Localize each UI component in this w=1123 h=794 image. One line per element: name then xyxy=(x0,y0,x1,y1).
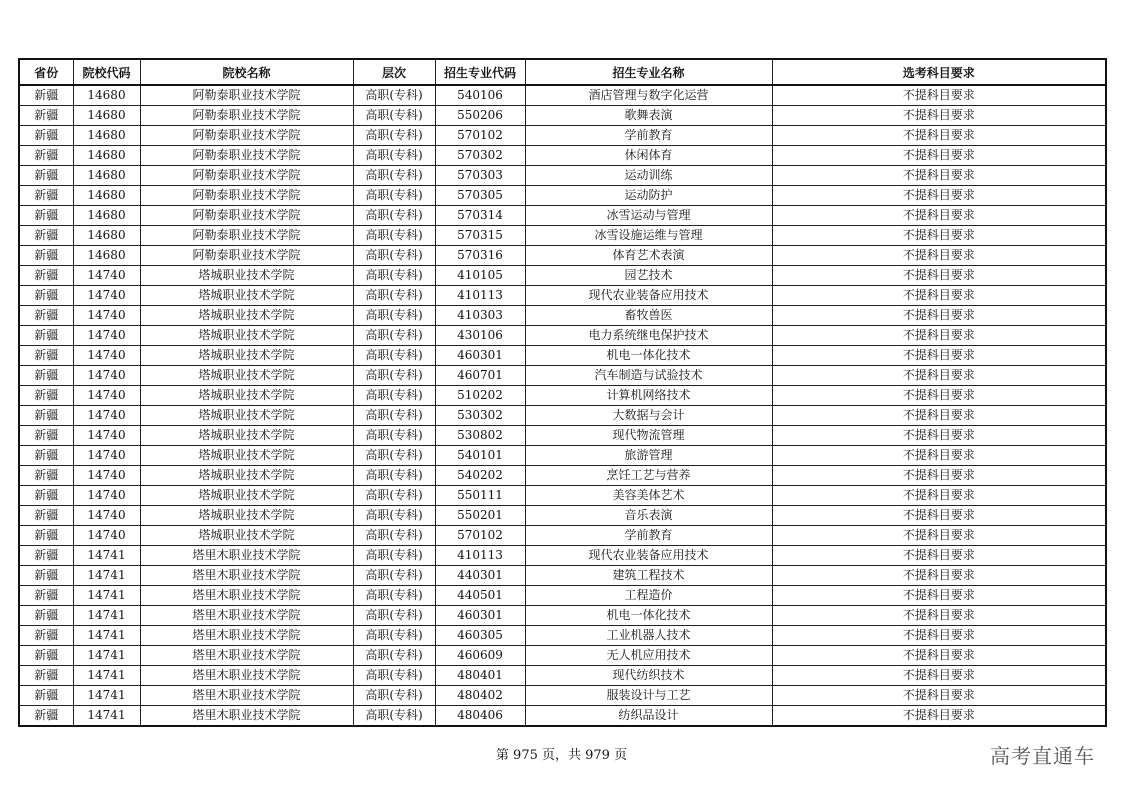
cell-subject-requirement: 不提科目要求 xyxy=(772,126,1106,146)
cell-province: 新疆 xyxy=(19,386,73,406)
cell-school-name: 塔城职业技术学院 xyxy=(140,466,353,486)
cell-major-code: 460305 xyxy=(435,626,525,646)
cell-school-code: 14740 xyxy=(73,466,140,486)
cell-province: 新疆 xyxy=(19,506,73,526)
cell-major-code: 540202 xyxy=(435,466,525,486)
cell-level: 高职(专科) xyxy=(353,366,435,386)
header-school-code: 院校代码 xyxy=(73,59,140,85)
table-row xyxy=(19,506,1106,526)
table-row xyxy=(19,426,1106,446)
cell-school-name: 塔城职业技术学院 xyxy=(140,326,353,346)
cell-level: 高职(专科) xyxy=(353,406,435,426)
cell-level: 高职(专科) xyxy=(353,326,435,346)
cell-subject-requirement: 不提科目要求 xyxy=(772,526,1106,546)
cell-major-name: 体育艺术表演 xyxy=(525,246,772,266)
header-school-name: 院校名称 xyxy=(140,59,353,85)
header-subject-requirement: 选考科目要求 xyxy=(772,59,1106,85)
cell-province: 新疆 xyxy=(19,666,73,686)
cell-major-code: 570102 xyxy=(435,126,525,146)
cell-major-name: 学前教育 xyxy=(525,126,772,146)
cell-school-code: 14740 xyxy=(73,526,140,546)
table-row xyxy=(19,366,1106,386)
cell-school-name: 塔城职业技术学院 xyxy=(140,306,353,326)
cell-major-code: 430106 xyxy=(435,326,525,346)
cell-province: 新疆 xyxy=(19,246,73,266)
cell-school-name: 阿勒泰职业技术学院 xyxy=(140,166,353,186)
cell-school-name: 塔城职业技术学院 xyxy=(140,406,353,426)
cell-major-name: 冰雪设施运维与管理 xyxy=(525,226,772,246)
cell-province: 新疆 xyxy=(19,166,73,186)
cell-major-name: 无人机应用技术 xyxy=(525,646,772,666)
cell-school-code: 14680 xyxy=(73,206,140,226)
cell-major-code: 460701 xyxy=(435,366,525,386)
cell-school-code: 14741 xyxy=(73,566,140,586)
table-row xyxy=(19,646,1106,666)
cell-major-code: 480401 xyxy=(435,666,525,686)
cell-subject-requirement: 不提科目要求 xyxy=(772,406,1106,426)
cell-level: 高职(专科) xyxy=(353,146,435,166)
cell-school-name: 塔里木职业技术学院 xyxy=(140,586,353,606)
cell-major-name: 畜牧兽医 xyxy=(525,306,772,326)
cell-subject-requirement: 不提科目要求 xyxy=(772,506,1106,526)
cell-level: 高职(专科) xyxy=(353,526,435,546)
cell-school-name: 阿勒泰职业技术学院 xyxy=(140,246,353,266)
cell-level: 高职(专科) xyxy=(353,506,435,526)
cell-level: 高职(专科) xyxy=(353,246,435,266)
cell-school-name: 塔里木职业技术学院 xyxy=(140,706,353,727)
cell-major-name: 现代纺织技术 xyxy=(525,666,772,686)
cell-school-code: 14740 xyxy=(73,346,140,366)
cell-school-name: 塔城职业技术学院 xyxy=(140,426,353,446)
table-row xyxy=(19,226,1106,246)
cell-major-code: 570302 xyxy=(435,146,525,166)
cell-province: 新疆 xyxy=(19,85,73,106)
table-row xyxy=(19,126,1106,146)
cell-major-name: 美容美体艺术 xyxy=(525,486,772,506)
cell-level: 高职(专科) xyxy=(353,446,435,466)
cell-province: 新疆 xyxy=(19,486,73,506)
cell-major-code: 570303 xyxy=(435,166,525,186)
table-row xyxy=(19,306,1106,326)
cell-major-name: 运动防护 xyxy=(525,186,772,206)
cell-major-code: 440501 xyxy=(435,586,525,606)
header-province: 省份 xyxy=(19,59,73,85)
cell-major-name: 纺织品设计 xyxy=(525,706,772,727)
cell-province: 新疆 xyxy=(19,626,73,646)
cell-province: 新疆 xyxy=(19,566,73,586)
cell-school-code: 14740 xyxy=(73,386,140,406)
cell-major-code: 410113 xyxy=(435,546,525,566)
cell-level: 高职(专科) xyxy=(353,346,435,366)
cell-major-code: 410113 xyxy=(435,286,525,306)
cell-school-code: 14741 xyxy=(73,626,140,646)
cell-level: 高职(专科) xyxy=(353,466,435,486)
cell-school-code: 14741 xyxy=(73,546,140,566)
table-row xyxy=(19,446,1106,466)
cell-level: 高职(专科) xyxy=(353,686,435,706)
cell-province: 新疆 xyxy=(19,706,73,727)
cell-province: 新疆 xyxy=(19,126,73,146)
cell-major-name: 建筑工程技术 xyxy=(525,566,772,586)
table-row xyxy=(19,586,1106,606)
cell-province: 新疆 xyxy=(19,146,73,166)
watermark-logo-text: 高考直通车 xyxy=(990,744,1095,768)
cell-province: 新疆 xyxy=(19,286,73,306)
cell-major-code: 480406 xyxy=(435,706,525,727)
cell-school-code: 14741 xyxy=(73,606,140,626)
table-row xyxy=(19,466,1106,486)
cell-subject-requirement: 不提科目要求 xyxy=(772,486,1106,506)
cell-province: 新疆 xyxy=(19,206,73,226)
cell-subject-requirement: 不提科目要求 xyxy=(772,366,1106,386)
cell-subject-requirement: 不提科目要求 xyxy=(772,686,1106,706)
cell-level: 高职(专科) xyxy=(353,566,435,586)
cell-major-code: 480402 xyxy=(435,686,525,706)
table-header-row xyxy=(19,59,1106,85)
table-row xyxy=(19,286,1106,306)
cell-province: 新疆 xyxy=(19,606,73,626)
cell-school-name: 阿勒泰职业技术学院 xyxy=(140,85,353,106)
cell-school-name: 阿勒泰职业技术学院 xyxy=(140,106,353,126)
cell-subject-requirement: 不提科目要求 xyxy=(772,426,1106,446)
cell-major-name: 工业机器人技术 xyxy=(525,626,772,646)
cell-school-name: 塔城职业技术学院 xyxy=(140,446,353,466)
cell-major-code: 410105 xyxy=(435,266,525,286)
cell-subject-requirement: 不提科目要求 xyxy=(772,706,1106,727)
header-major-name: 招生专业名称 xyxy=(525,59,772,85)
cell-school-code: 14741 xyxy=(73,586,140,606)
cell-province: 新疆 xyxy=(19,466,73,486)
table-row xyxy=(19,526,1106,546)
table-row xyxy=(19,406,1106,426)
cell-school-name: 阿勒泰职业技术学院 xyxy=(140,146,353,166)
cell-level: 高职(专科) xyxy=(353,286,435,306)
cell-level: 高职(专科) xyxy=(353,386,435,406)
cell-school-name: 塔里木职业技术学院 xyxy=(140,646,353,666)
cell-school-code: 14680 xyxy=(73,186,140,206)
cell-level: 高职(专科) xyxy=(353,546,435,566)
table-row xyxy=(19,85,1106,106)
cell-major-name: 机电一体化技术 xyxy=(525,346,772,366)
cell-subject-requirement: 不提科目要求 xyxy=(772,326,1106,346)
cell-school-code: 14741 xyxy=(73,686,140,706)
cell-province: 新疆 xyxy=(19,226,73,246)
cell-major-code: 530302 xyxy=(435,406,525,426)
header-level: 层次 xyxy=(353,59,435,85)
cell-subject-requirement: 不提科目要求 xyxy=(772,446,1106,466)
cell-major-name: 学前教育 xyxy=(525,526,772,546)
cell-school-name: 塔城职业技术学院 xyxy=(140,386,353,406)
cell-school-code: 14740 xyxy=(73,426,140,446)
cell-subject-requirement: 不提科目要求 xyxy=(772,566,1106,586)
table-row xyxy=(19,566,1106,586)
table-row xyxy=(19,386,1106,406)
cell-subject-requirement: 不提科目要求 xyxy=(772,106,1106,126)
cell-major-code: 570305 xyxy=(435,186,525,206)
cell-subject-requirement: 不提科目要求 xyxy=(772,266,1106,286)
table-row xyxy=(19,246,1106,266)
cell-major-name: 服装设计与工艺 xyxy=(525,686,772,706)
table-row xyxy=(19,186,1106,206)
cell-major-name: 电力系统继电保护技术 xyxy=(525,326,772,346)
cell-school-name: 塔里木职业技术学院 xyxy=(140,606,353,626)
cell-major-name: 机电一体化技术 xyxy=(525,606,772,626)
table-row xyxy=(19,166,1106,186)
cell-school-name: 阿勒泰职业技术学院 xyxy=(140,226,353,246)
cell-major-name: 大数据与会计 xyxy=(525,406,772,426)
cell-school-code: 14740 xyxy=(73,406,140,426)
cell-school-code: 14680 xyxy=(73,166,140,186)
cell-major-name: 歌舞表演 xyxy=(525,106,772,126)
cell-major-name: 旅游管理 xyxy=(525,446,772,466)
cell-subject-requirement: 不提科目要求 xyxy=(772,666,1106,686)
cell-school-code: 14740 xyxy=(73,326,140,346)
cell-subject-requirement: 不提科目要求 xyxy=(772,286,1106,306)
cell-school-code: 14740 xyxy=(73,506,140,526)
cell-major-name: 烹饪工艺与营养 xyxy=(525,466,772,486)
cell-school-code: 14740 xyxy=(73,486,140,506)
cell-major-name: 现代物流管理 xyxy=(525,426,772,446)
cell-province: 新疆 xyxy=(19,526,73,546)
cell-province: 新疆 xyxy=(19,426,73,446)
cell-level: 高职(专科) xyxy=(353,426,435,446)
table-row xyxy=(19,626,1106,646)
cell-subject-requirement: 不提科目要求 xyxy=(772,466,1106,486)
table-row xyxy=(19,326,1106,346)
cell-school-name: 塔里木职业技术学院 xyxy=(140,546,353,566)
cell-major-code: 550206 xyxy=(435,106,525,126)
table-body xyxy=(19,85,1106,726)
cell-subject-requirement: 不提科目要求 xyxy=(772,586,1106,606)
cell-level: 高职(专科) xyxy=(353,206,435,226)
cell-province: 新疆 xyxy=(19,266,73,286)
cell-subject-requirement: 不提科目要求 xyxy=(772,166,1106,186)
cell-school-name: 塔城职业技术学院 xyxy=(140,346,353,366)
cell-level: 高职(专科) xyxy=(353,606,435,626)
cell-major-name: 园艺技术 xyxy=(525,266,772,286)
cell-subject-requirement: 不提科目要求 xyxy=(772,626,1106,646)
cell-major-name: 运动训练 xyxy=(525,166,772,186)
cell-major-name: 计算机网络技术 xyxy=(525,386,772,406)
cell-major-code: 460609 xyxy=(435,646,525,666)
cell-subject-requirement: 不提科目要求 xyxy=(772,386,1106,406)
cell-school-code: 14740 xyxy=(73,286,140,306)
cell-level: 高职(专科) xyxy=(353,586,435,606)
cell-major-code: 410303 xyxy=(435,306,525,326)
cell-school-name: 塔城职业技术学院 xyxy=(140,526,353,546)
cell-province: 新疆 xyxy=(19,446,73,466)
header-major-code: 招生专业代码 xyxy=(435,59,525,85)
cell-level: 高职(专科) xyxy=(353,666,435,686)
cell-school-code: 14740 xyxy=(73,306,140,326)
cell-major-code: 570316 xyxy=(435,246,525,266)
cell-province: 新疆 xyxy=(19,366,73,386)
table-row xyxy=(19,106,1106,126)
table-row xyxy=(19,146,1106,166)
cell-school-name: 塔城职业技术学院 xyxy=(140,266,353,286)
cell-school-code: 14740 xyxy=(73,446,140,466)
cell-province: 新疆 xyxy=(19,106,73,126)
cell-level: 高职(专科) xyxy=(353,306,435,326)
cell-school-name: 塔里木职业技术学院 xyxy=(140,666,353,686)
cell-province: 新疆 xyxy=(19,686,73,706)
cell-major-name: 汽车制造与试验技术 xyxy=(525,366,772,386)
cell-subject-requirement: 不提科目要求 xyxy=(772,206,1106,226)
cell-school-name: 塔城职业技术学院 xyxy=(140,486,353,506)
table-row xyxy=(19,606,1106,626)
cell-major-name: 冰雪运动与管理 xyxy=(525,206,772,226)
cell-school-code: 14740 xyxy=(73,266,140,286)
cell-school-code: 14741 xyxy=(73,666,140,686)
cell-school-code: 14680 xyxy=(73,226,140,246)
cell-major-code: 460301 xyxy=(435,606,525,626)
cell-school-code: 14740 xyxy=(73,366,140,386)
cell-school-code: 14680 xyxy=(73,106,140,126)
table-row xyxy=(19,486,1106,506)
table-row xyxy=(19,546,1106,566)
cell-level: 高职(专科) xyxy=(353,266,435,286)
cell-subject-requirement: 不提科目要求 xyxy=(772,606,1106,626)
table-row xyxy=(19,666,1106,686)
cell-level: 高职(专科) xyxy=(353,106,435,126)
cell-province: 新疆 xyxy=(19,186,73,206)
cell-school-code: 14680 xyxy=(73,85,140,106)
cell-major-name: 休闲体育 xyxy=(525,146,772,166)
cell-school-code: 14741 xyxy=(73,646,140,666)
cell-subject-requirement: 不提科目要求 xyxy=(772,226,1106,246)
cell-subject-requirement: 不提科目要求 xyxy=(772,546,1106,566)
cell-school-code: 14680 xyxy=(73,126,140,146)
cell-province: 新疆 xyxy=(19,306,73,326)
cell-level: 高职(专科) xyxy=(353,226,435,246)
cell-province: 新疆 xyxy=(19,546,73,566)
cell-major-code: 540101 xyxy=(435,446,525,466)
cell-major-code: 570314 xyxy=(435,206,525,226)
cell-major-code: 550201 xyxy=(435,506,525,526)
cell-school-name: 塔里木职业技术学院 xyxy=(140,686,353,706)
cell-subject-requirement: 不提科目要求 xyxy=(772,646,1106,666)
cell-subject-requirement: 不提科目要求 xyxy=(772,306,1106,326)
cell-major-code: 460301 xyxy=(435,346,525,366)
cell-major-code: 540106 xyxy=(435,85,525,106)
cell-school-code: 14680 xyxy=(73,146,140,166)
cell-province: 新疆 xyxy=(19,646,73,666)
cell-level: 高职(专科) xyxy=(353,126,435,146)
cell-major-code: 510202 xyxy=(435,386,525,406)
cell-school-name: 塔里木职业技术学院 xyxy=(140,566,353,586)
cell-subject-requirement: 不提科目要求 xyxy=(772,246,1106,266)
cell-major-code: 550111 xyxy=(435,486,525,506)
page-number-footer: 第 975 页，共 979 页 xyxy=(495,748,628,763)
cell-level: 高职(专科) xyxy=(353,646,435,666)
cell-school-name: 塔城职业技术学院 xyxy=(140,366,353,386)
cell-school-name: 阿勒泰职业技术学院 xyxy=(140,186,353,206)
table-row xyxy=(19,206,1106,226)
cell-level: 高职(专科) xyxy=(353,186,435,206)
cell-major-name: 现代农业装备应用技术 xyxy=(525,546,772,566)
cell-school-name: 阿勒泰职业技术学院 xyxy=(140,126,353,146)
table-row xyxy=(19,686,1106,706)
cell-province: 新疆 xyxy=(19,346,73,366)
cell-major-code: 440301 xyxy=(435,566,525,586)
cell-school-code: 14680 xyxy=(73,246,140,266)
table-row xyxy=(19,706,1106,727)
cell-level: 高职(专科) xyxy=(353,706,435,727)
cell-subject-requirement: 不提科目要求 xyxy=(772,146,1106,166)
cell-major-name: 现代农业装备应用技术 xyxy=(525,286,772,306)
cell-province: 新疆 xyxy=(19,406,73,426)
cell-major-name: 音乐表演 xyxy=(525,506,772,526)
cell-subject-requirement: 不提科目要求 xyxy=(772,186,1106,206)
cell-major-name: 酒店管理与数字化运营 xyxy=(525,85,772,106)
cell-subject-requirement: 不提科目要求 xyxy=(772,85,1106,106)
admission-table xyxy=(18,58,1107,727)
cell-major-name: 工程造价 xyxy=(525,586,772,606)
cell-major-code: 530802 xyxy=(435,426,525,446)
cell-school-name: 阿勒泰职业技术学院 xyxy=(140,206,353,226)
cell-school-name: 塔城职业技术学院 xyxy=(140,506,353,526)
cell-level: 高职(专科) xyxy=(353,626,435,646)
cell-level: 高职(专科) xyxy=(353,85,435,106)
cell-province: 新疆 xyxy=(19,326,73,346)
cell-major-code: 570315 xyxy=(435,226,525,246)
cell-school-code: 14741 xyxy=(73,706,140,727)
table-row xyxy=(19,346,1106,366)
cell-subject-requirement: 不提科目要求 xyxy=(772,346,1106,366)
cell-major-code: 570102 xyxy=(435,526,525,546)
cell-level: 高职(专科) xyxy=(353,486,435,506)
cell-school-name: 塔里木职业技术学院 xyxy=(140,626,353,646)
cell-level: 高职(专科) xyxy=(353,166,435,186)
cell-school-name: 塔城职业技术学院 xyxy=(140,286,353,306)
table-row xyxy=(19,266,1106,286)
cell-province: 新疆 xyxy=(19,586,73,606)
